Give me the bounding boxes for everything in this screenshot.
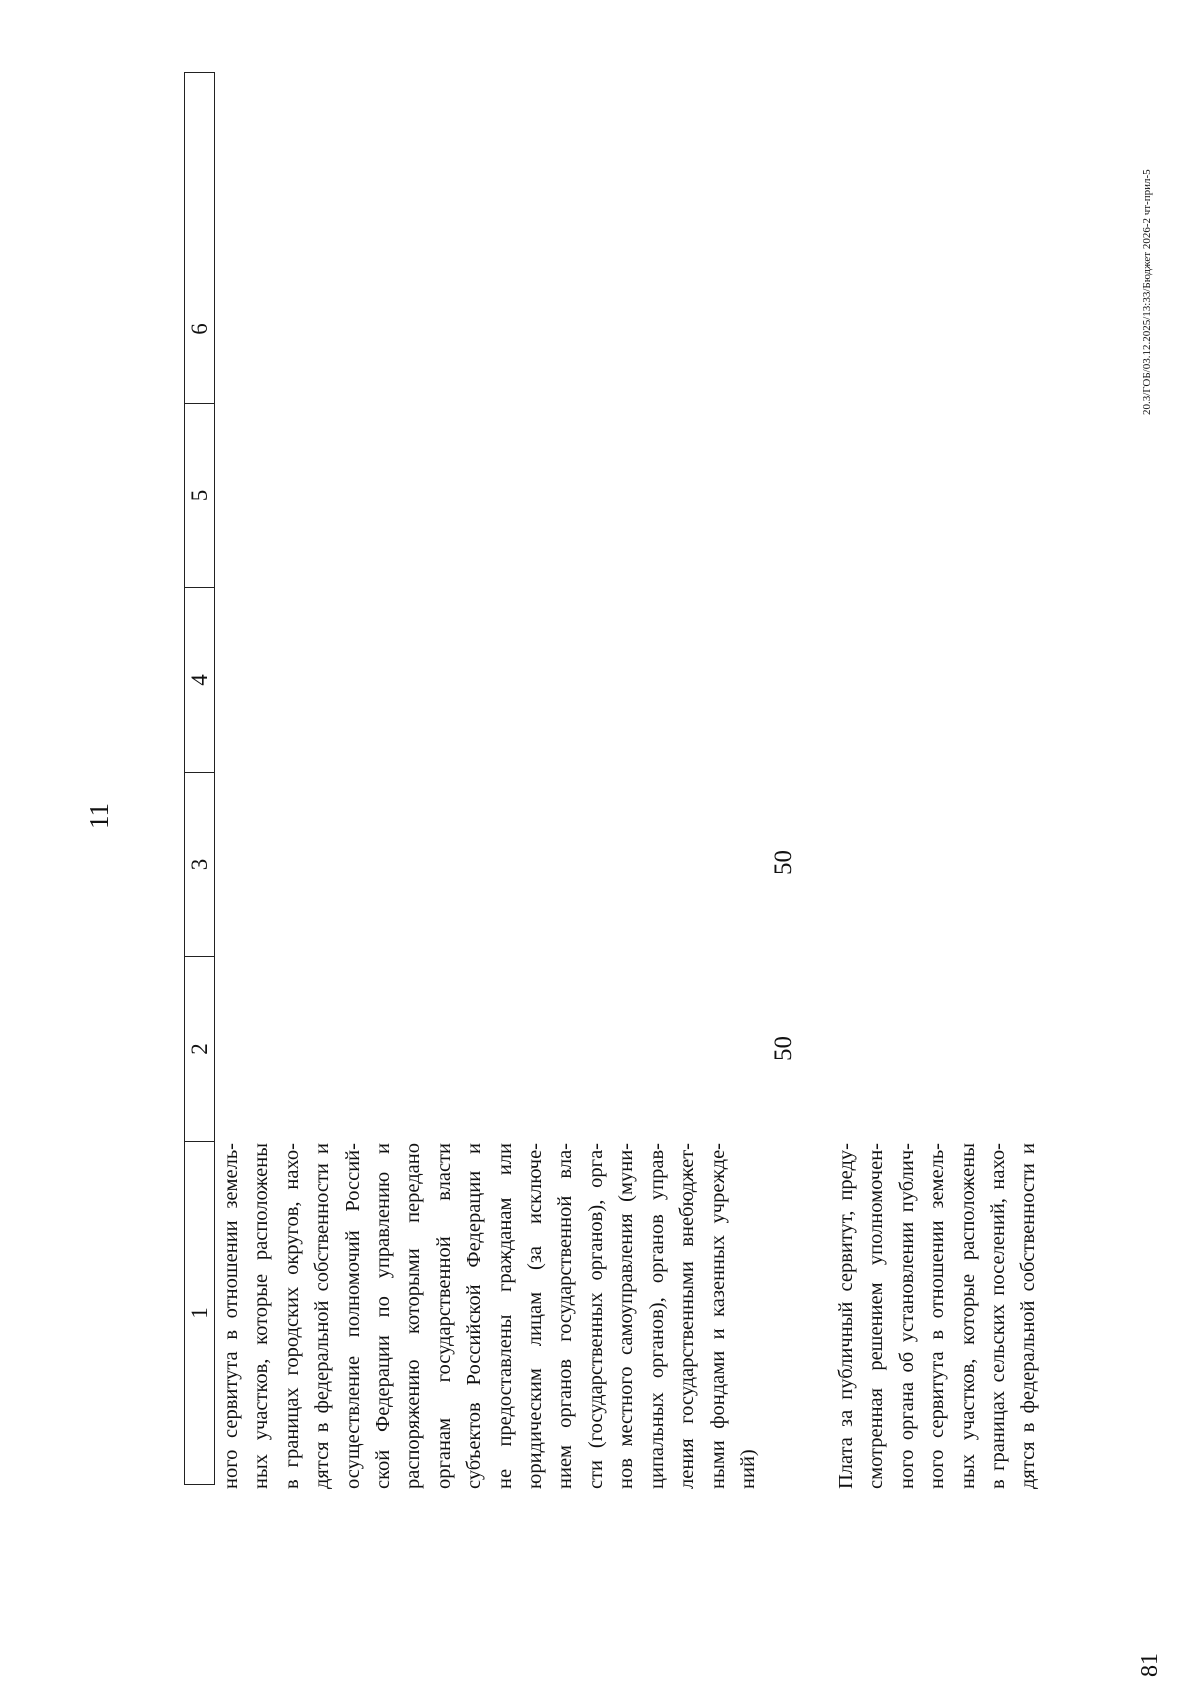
text-line: ципальных органов), органов управ-	[645, 1143, 668, 1489]
table-row-1-description	[216, 1143, 763, 1489]
text-line: распоряжению которыми передано	[402, 1143, 425, 1489]
text-line: ного сервитута в отношении земель-	[220, 1143, 242, 1489]
text-line: ных участков, которые расположены	[956, 1143, 979, 1489]
text-line: сти (государственных органов), орга-	[584, 1143, 607, 1489]
column-header-6: 6	[187, 323, 212, 335]
text-line: ления государственными внебюджет-	[676, 1143, 699, 1489]
page-header-number: 11	[84, 803, 114, 829]
column-header-1: 1	[185, 1141, 214, 1484]
row-1-col-3-value: 50	[770, 850, 797, 875]
document-stamp: 20.3/ГОБ/03.12.2025/13:33/Бюджет 2026-2 чт-прил-5	[1141, 169, 1153, 415]
text-line: не предоставлены гражданам или	[493, 1143, 516, 1489]
text-line: ного органа об установлении публич-	[895, 1143, 918, 1489]
text-line: ными фондами и казенных учрежде-	[706, 1143, 729, 1489]
page-bottom-number: 81	[1137, 1653, 1163, 1677]
column-header-5: 5	[185, 403, 214, 587]
text-line: субъектов Российской Федерации и	[463, 1143, 486, 1489]
text-line: ного сервитута в отношении земель-	[926, 1143, 949, 1489]
text-line: нием органов государственной вла-	[554, 1143, 577, 1489]
table-row-2-description	[831, 1143, 1044, 1489]
text-line: нов местного самоуправления (муни-	[615, 1143, 638, 1489]
text-line: ных участков, которые расположены	[250, 1143, 273, 1489]
column-header-4: 4	[185, 587, 214, 772]
text-line: в границах сельских поселений, нахо-	[987, 1143, 1010, 1489]
text-line: осуществление полномочий Россий-	[341, 1143, 364, 1489]
text-line: ской Федерации по управлению и	[372, 1143, 395, 1489]
column-header-2: 2	[185, 956, 214, 1141]
row-1-col-2-value: 50	[770, 1036, 797, 1061]
text-line: дятся в федеральной собственности и	[1017, 1143, 1040, 1489]
text-line: дятся в федеральной собственности и	[311, 1143, 334, 1489]
column-header-3: 3	[185, 772, 214, 956]
text-line: смотренная решением уполномочен-	[865, 1143, 888, 1489]
text-line: Плата за публичный сервитут, преду-	[835, 1143, 857, 1489]
text-line: органам государственной власти	[432, 1143, 455, 1489]
text-line: в границах городских округов, нахо-	[280, 1143, 303, 1489]
text-line: ний)	[736, 1449, 759, 1489]
table-header-row	[184, 72, 215, 1485]
text-line: юридическим лицам (за исключе-	[524, 1143, 547, 1489]
